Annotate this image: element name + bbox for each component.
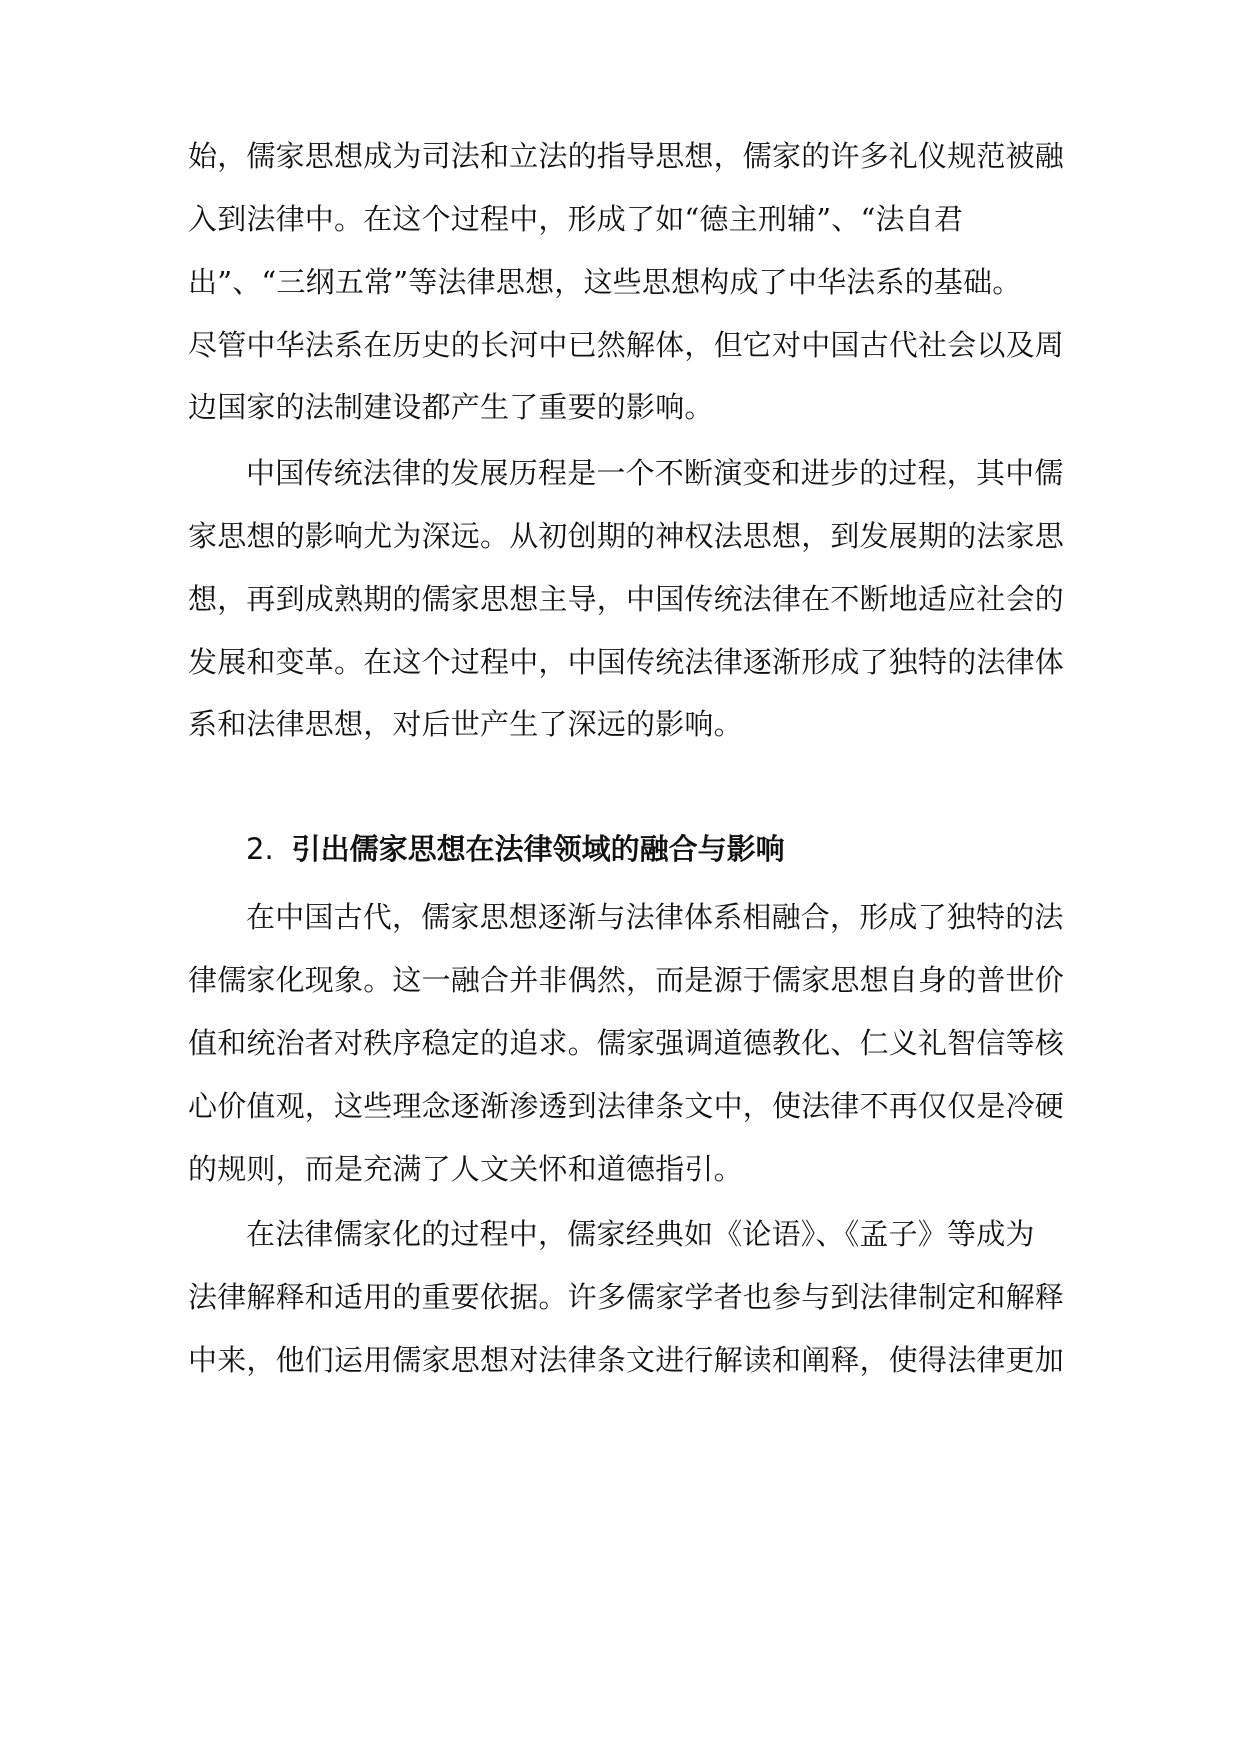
paragraph-1-line-3: 出”、“三纲五常”等法律思想，这些思想构成了中华法系的基础。 <box>188 265 1022 299</box>
paragraph-4-line-1: 在法律儒家化的过程中，儒家经典如《论语》、《孟子》等成为 <box>246 1217 1035 1251</box>
paragraph-3-line-5: 的规则，而是充满了人文关怀和道德指引。 <box>188 1152 743 1186</box>
paragraph-1-line-4: 尽管中华法系在历史的长河中已然解体，但它对中国古代社会以及周 <box>188 328 1065 362</box>
section-title: 引出儒家思想在法律领域的融合与影响 <box>291 832 785 866</box>
paragraph-1-line-1: 始，儒家思想成为司法和立法的指导思想，儒家的许多礼仪规范被融 <box>188 139 1065 173</box>
paragraph-3-line-1: 在中国古代，儒家思想逐渐与法律体系相融合，形成了独特的法 <box>246 900 1064 934</box>
paragraph-2-line-4: 发展和变革。在这个过程中，中国传统法律逐渐形成了独特的法律体 <box>188 645 1065 679</box>
paragraph-2-line-2: 家思想的影响尤为深远。从初创期的神权法思想，到发展期的法家思 <box>188 519 1065 553</box>
section-heading <box>246 829 1068 869</box>
paragraph-2-line-3: 想，再到成熟期的儒家思想主导，中国传统法律在不断地适应社会的 <box>188 582 1065 616</box>
section-number: 2. <box>246 832 274 866</box>
paragraph-2-line-5: 系和法律思想，对后世产生了深远的影响。 <box>188 707 743 741</box>
paragraph-1-line-5: 边国家的法制建设都产生了重要的影响。 <box>188 390 714 424</box>
paragraph-3-line-2: 律儒家化现象。这一融合并非偶然，而是源于儒家思想自身的普世价 <box>188 963 1065 997</box>
paragraph-1-line-2: 入到法律中。在这个过程中，形成了如“德主刑辅”、“法自君 <box>188 202 964 236</box>
paragraph-4-line-3: 中来，他们运用儒家思想对法律条文进行解读和阐释，使得法律更加 <box>188 1343 1065 1377</box>
paragraph-2-line-1: 中国传统法律的发展历程是一个不断演变和进步的过程，其中儒 <box>246 456 1064 490</box>
paragraph-3-line-4: 心价值观，这些理念逐渐渗透到法律条文中，使法律不再仅仅是冷硬 <box>188 1089 1065 1123</box>
paragraph-4-line-2: 法律解释和适用的重要依据。许多儒家学者也参与到法律制定和解释 <box>188 1280 1065 1314</box>
paragraph-3-line-3: 值和统治者对秩序稳定的追求。儒家强调道德教化、仁义礼智信等核 <box>188 1026 1065 1060</box>
